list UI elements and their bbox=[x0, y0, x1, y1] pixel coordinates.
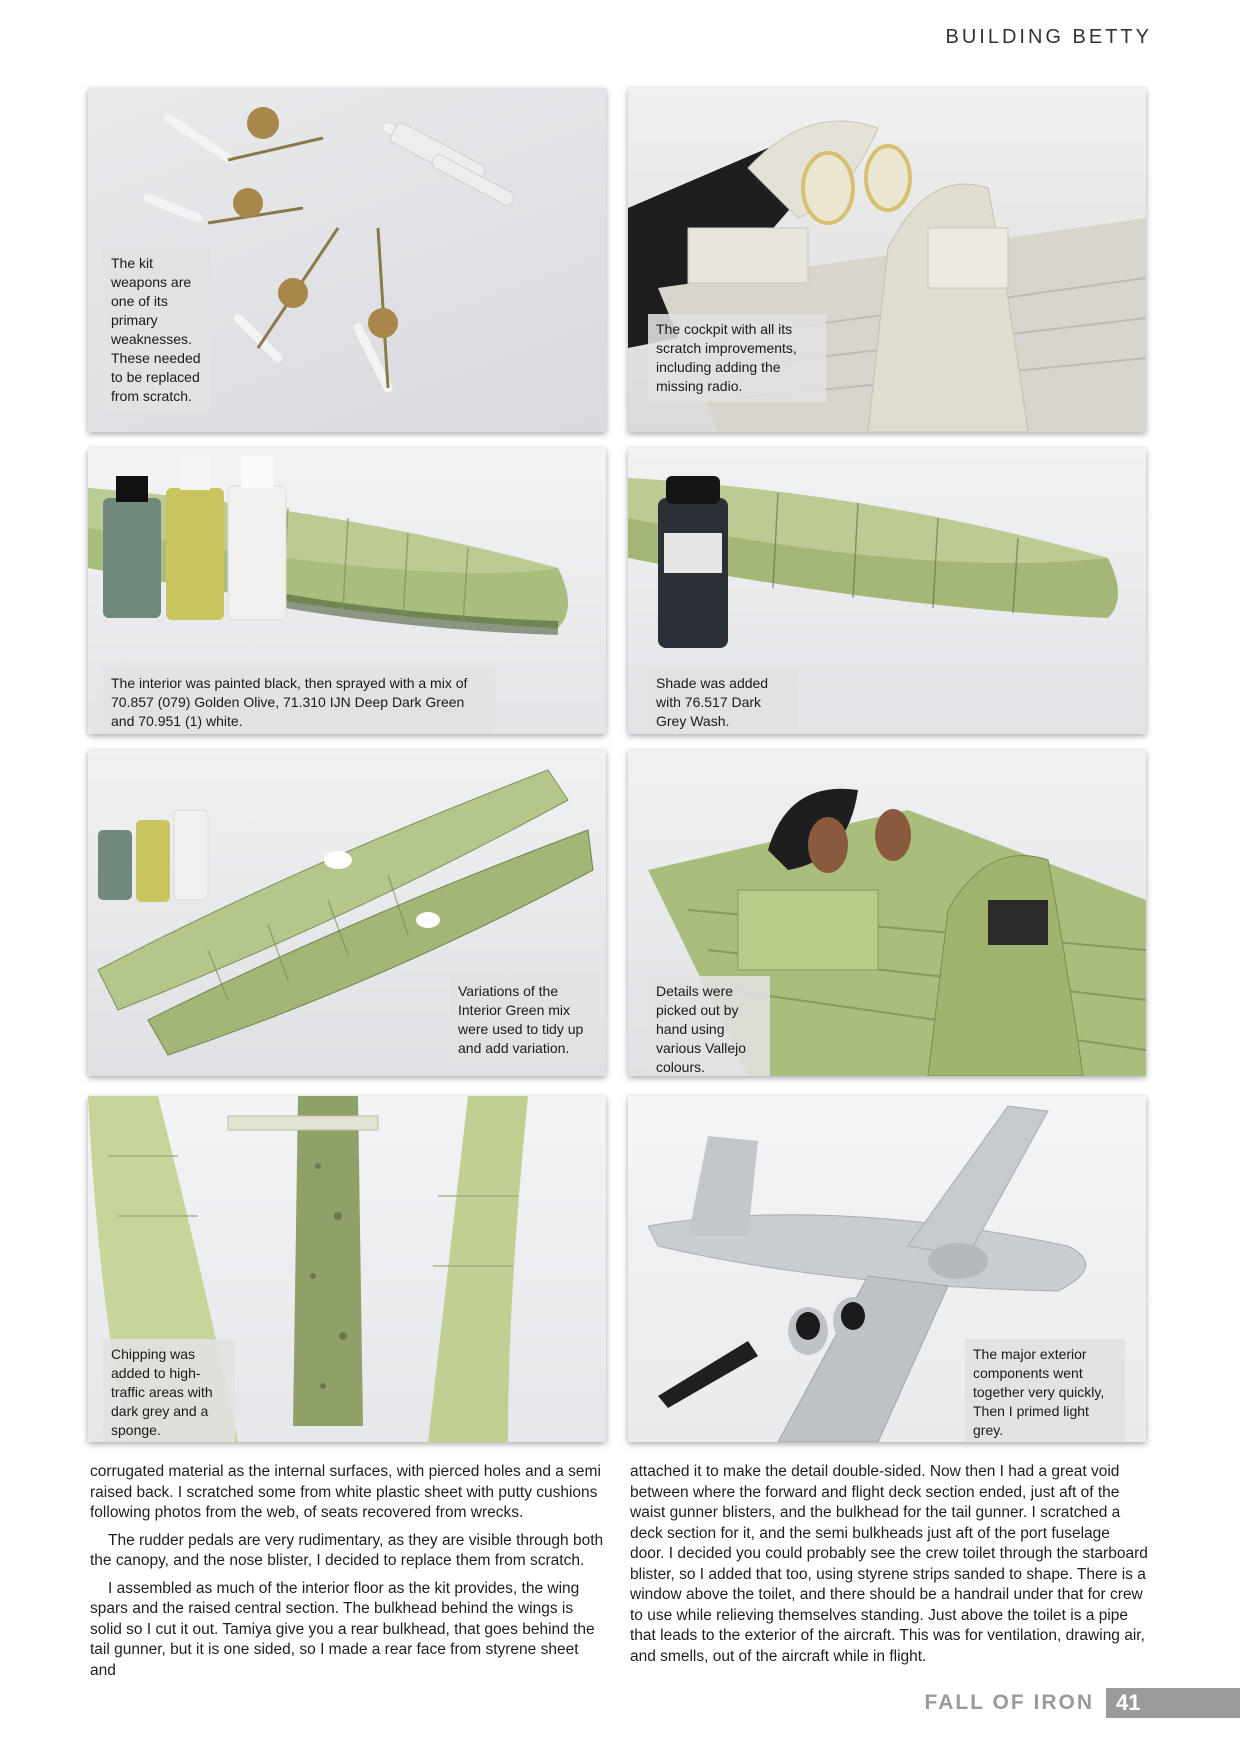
photo-interior-variation bbox=[88, 750, 606, 1076]
photo-caption: Shade was added with 76.517 Dark Grey Wash. bbox=[648, 668, 798, 734]
photo-caption: Variations of the Interior Green mix were used to tidy up and add variation. bbox=[450, 976, 600, 1064]
photo-caption: Details were picked out by hand using various Vallejo colours. bbox=[648, 976, 770, 1076]
photo-caption: Chipping was added to high-traffic areas with dark grey and a sponge. bbox=[103, 1339, 235, 1442]
photo-chipping bbox=[88, 1096, 606, 1442]
photo-caption: The interior was painted black, then sprayed with a mix of 70.857 (079) Golden Olive, 71.310 IJN Deep Dark Green and 70.951 (1) white. bbox=[103, 668, 495, 734]
page-number: 41 bbox=[1106, 1688, 1240, 1718]
photo-cockpit-scratch bbox=[628, 88, 1146, 432]
publication-name: FALL OF IRON bbox=[924, 1691, 1094, 1714]
photo-exterior-primed bbox=[628, 1096, 1146, 1442]
photo-kit-weapons bbox=[88, 88, 606, 432]
photo-caption: The cockpit with all its scratch improvements, including adding the missing radio. bbox=[648, 314, 826, 402]
photo-details-picked bbox=[628, 750, 1146, 1076]
body-paragraph: I assembled as much of the interior floor as the kit provides, the wing spars and the raised central section. The bulkhead behind the wings is solid so I cut it out. Tamiya give you a rear bulkhead, that goes behind the tail gunner, but it is one sided, so I made a rear face from styrene sheet and bbox=[90, 1579, 595, 1679]
photo-dark-grey-wash bbox=[628, 448, 1146, 734]
photo-caption: The kit weapons are one of its primary weaknesses. These needed to be replaced from scratch. bbox=[103, 248, 211, 412]
section-title: BUILDING BETTY bbox=[945, 26, 1152, 48]
body-column-left bbox=[90, 1462, 608, 1688]
photo-interior-paint bbox=[88, 448, 606, 734]
body-paragraph: attached it to make the detail double-sided. Now then I had a great void between where the forward and flight deck section ended, just aft of the waist gunner blisters, and the bulkhead for the tail gunner. I scratched a deck section for it, and the semi bulkheads just aft of the port fuselage door. I decided you could probably see the crew toilet through the starboard blister, so I added that too, using styrene strips sanded to shape. There is a window above the toilet, and there should be a handrail under that for crew to use while relieving themselves standing. Just above the toilet is a pipe that leads to the exterior of the aircraft. This was for ventilation, drawing air, and smells, out of the aircraft while in flight. bbox=[630, 1463, 1148, 1665]
body-column-right bbox=[630, 1462, 1148, 1674]
photo-caption: The major exterior components went together very quickly, Then I primed light grey. bbox=[965, 1339, 1125, 1442]
page-footer bbox=[925, 1688, 1240, 1718]
body-paragraph: The rudder pedals are very rudimentary, as they are visible through both the canopy, and the nose blister, I decided to replace them from scratch. bbox=[90, 1531, 604, 1569]
body-paragraph: corrugated material as the internal surfaces, with pierced holes and a semi raised back. I scratched some from white plastic sheet with putty cushions following photos from the web, of seats recovered from wrecks. bbox=[90, 1463, 601, 1521]
